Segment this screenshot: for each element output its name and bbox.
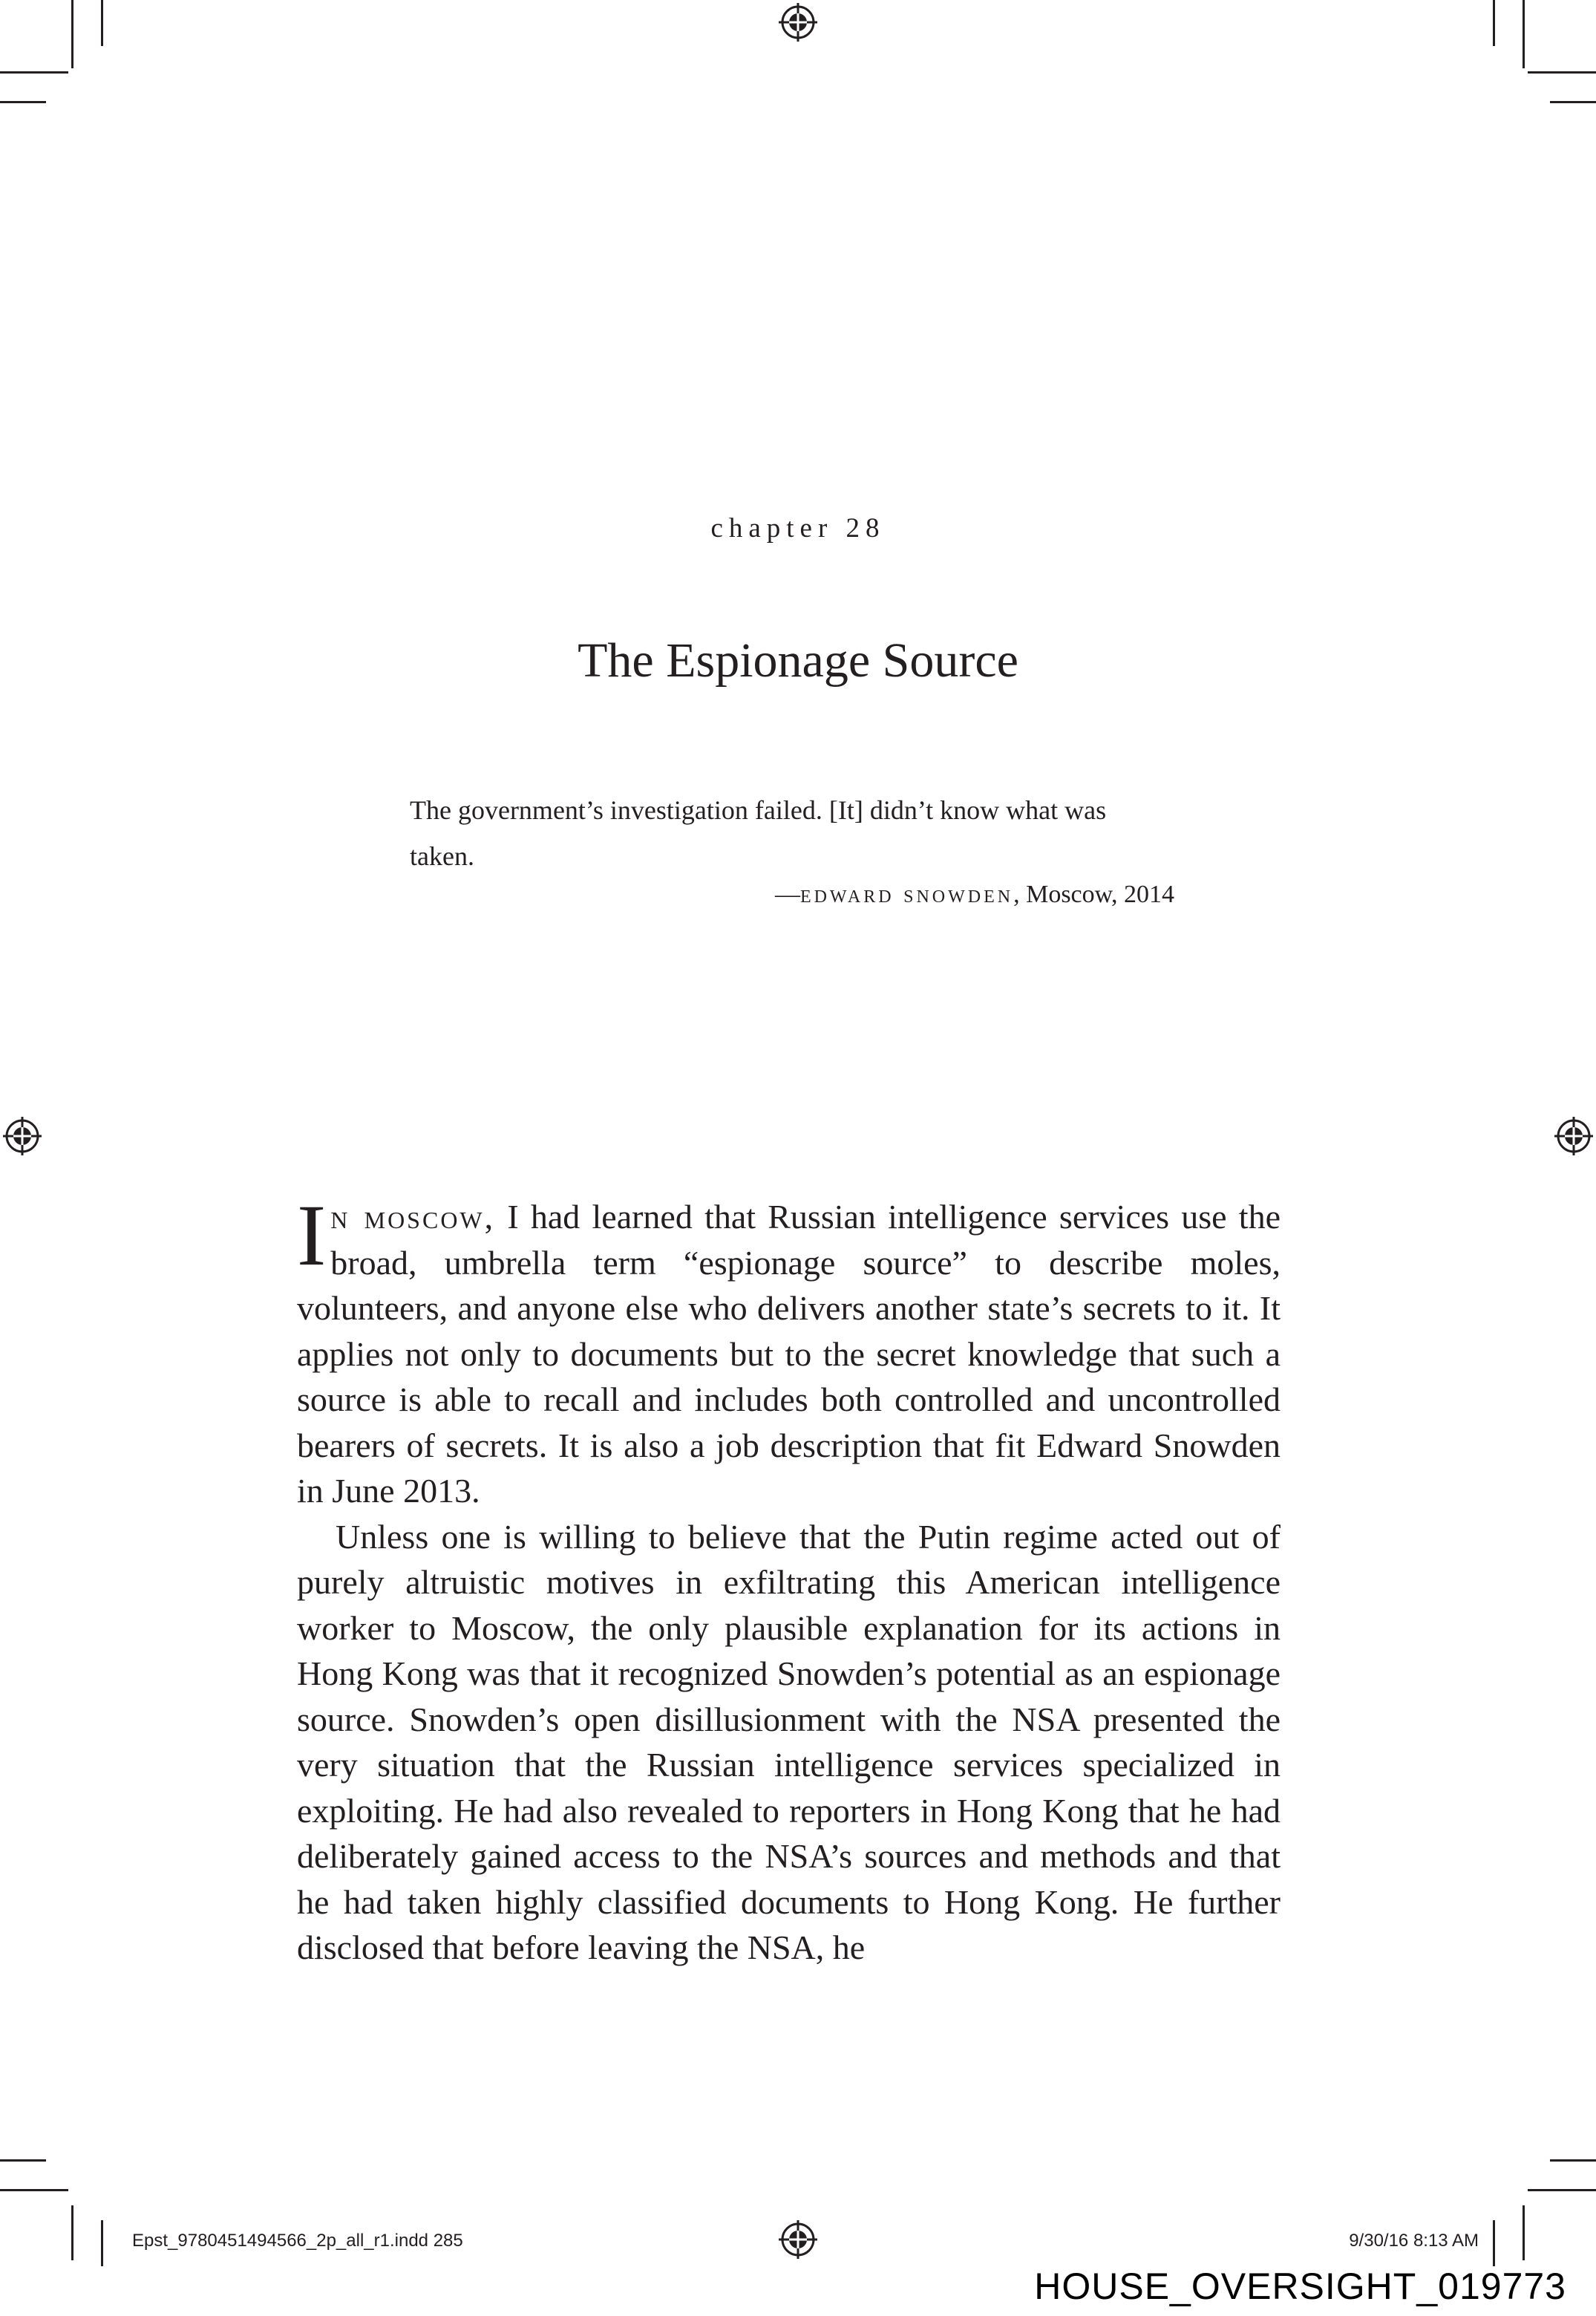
crop-mark bbox=[1550, 2159, 1596, 2162]
drop-cap: I bbox=[297, 1187, 327, 1284]
chapter-label: chapter 28 bbox=[710, 513, 886, 544]
epigraph-author: edward snowden bbox=[799, 881, 1014, 908]
paragraph: Unless one is willing to believe that the Putin regime acted out of purely altruistic motives in exfiltrating this American intelligence worker to Moscow, the only plausible explanation for its actions in Hong Kong was that it recognized Snowden’s potential as an espionage source. Snowden’s open disillusionment with the NSA presented the very situation that the Russian intelligence services specialized in exploiting. He had also revealed to reporters in Hong Kong that he had deliberately gained access to the NSA’s sources and methods and that he had taken highly classified documents to Hong Kong. He further disclosed that before leaving the NSA, he bbox=[297, 1517, 1281, 1966]
date-slug: 9/30/16 8:13 AM bbox=[1349, 2231, 1479, 2251]
registration-mark-icon bbox=[779, 2220, 817, 2259]
crop-mark bbox=[1528, 71, 1596, 74]
epigraph-dash: — bbox=[774, 881, 800, 908]
crop-mark bbox=[1528, 2189, 1596, 2191]
crop-mark bbox=[1523, 0, 1525, 68]
paragraph bbox=[297, 1187, 1281, 1514]
crop-mark bbox=[1493, 0, 1495, 46]
body-text bbox=[297, 1187, 1281, 1971]
crop-mark bbox=[71, 2205, 73, 2260]
paragraph-text: I had learned that Russian intelligence services use the broad, umbrella term “espionage source” to describe moles, volunteers, and anyone else who delivers another state’s secrets to it. It applies not only to documents but to the secret knowledge that such a source is able to recall and includes both controlled and uncontrolled bearers of secrets. It is also a job description that fit Edward Snowden in June 2013. bbox=[297, 1198, 1281, 1510]
lead-in: n moscow, bbox=[330, 1198, 496, 1236]
crop-mark bbox=[0, 2189, 68, 2191]
bates-number: HOUSE_OVERSIGHT_019773 bbox=[1034, 2266, 1566, 2307]
registration-mark-icon bbox=[779, 3, 817, 42]
registration-mark-icon bbox=[1554, 1117, 1593, 1155]
file-slug: Epst_9780451494566_2p_all_r1.indd 285 bbox=[132, 2231, 463, 2251]
crop-mark bbox=[1550, 101, 1596, 103]
crop-mark bbox=[1493, 2220, 1495, 2266]
crop-mark bbox=[71, 0, 73, 68]
crop-mark bbox=[0, 2159, 46, 2162]
crop-mark bbox=[1523, 2205, 1525, 2260]
crop-mark bbox=[101, 0, 103, 46]
epigraph-quote: The government’s investigation failed. [It] didn’t know what was taken. bbox=[410, 795, 1107, 871]
crop-mark bbox=[0, 71, 68, 74]
epigraph-location-year: , Moscow, 2014 bbox=[1013, 881, 1174, 908]
chapter-title: The Espionage Source bbox=[578, 633, 1018, 688]
registration-mark-icon bbox=[3, 1117, 42, 1155]
crop-mark bbox=[0, 101, 46, 103]
crop-mark bbox=[101, 2220, 103, 2266]
epigraph-attribution bbox=[410, 881, 1174, 909]
